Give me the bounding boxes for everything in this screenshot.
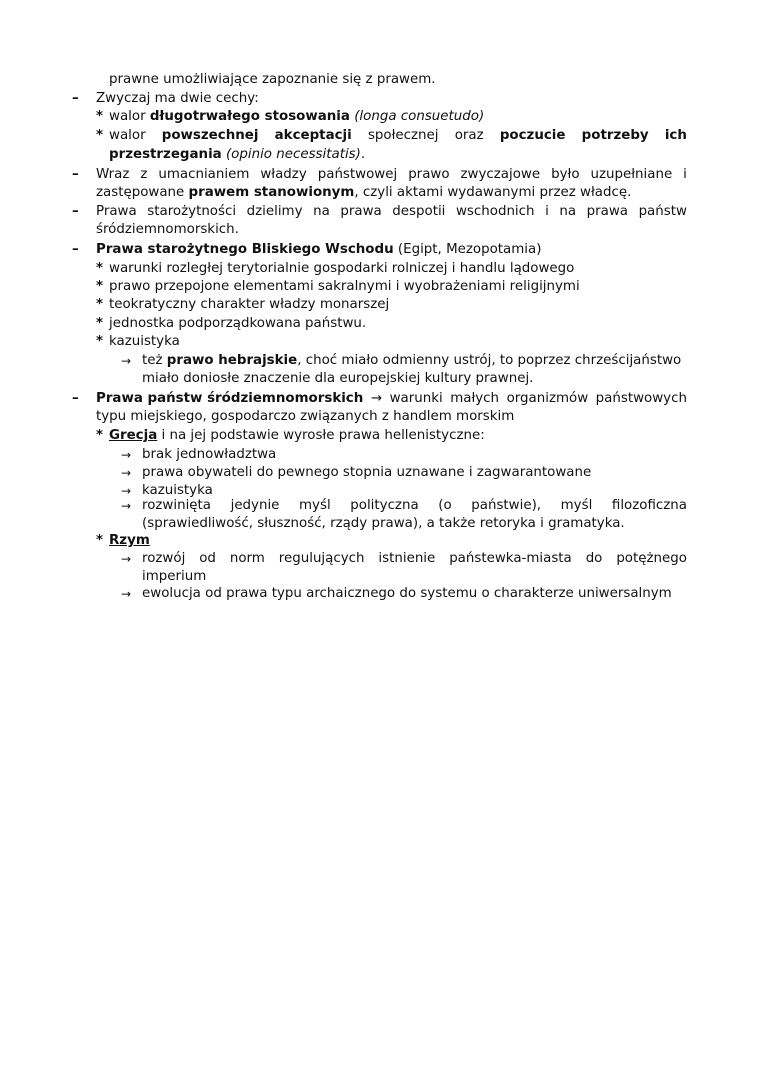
wraz-line2: zastępowane prawem stanowionym, czyli aktami wydawanymi przez władcę.	[96, 185, 632, 200]
zwyczaj-cecha-1: walor długotrwałego stosowania (longa consuetudo)	[109, 109, 485, 124]
arrow-bullet: →	[121, 466, 132, 480]
rzym-heading: Rzym	[109, 533, 150, 548]
star-bullet: *	[96, 297, 104, 312]
arrow-bullet: →	[121, 587, 132, 601]
star-bullet: *	[96, 533, 104, 548]
wraz-line1: Wraz z umacnianiem władzy państwowej prawo zwyczajowe było uzupełniane i	[96, 167, 687, 182]
star-bullet: *	[96, 128, 104, 143]
rzym-item-2: ewolucja od prawa typu archaicznego do systemu o charakterze uniwersalnym	[142, 586, 672, 601]
list-item: brak jednowładztwa	[142, 447, 277, 462]
dash-bullet: –	[72, 91, 79, 106]
grecja-heading: Grecja i na jej podstawie wyrosłe prawa hellenistyczne:	[109, 428, 485, 443]
hebrajskie-line2: miało doniosłe znaczenie dla europejskiej kultury prawnej.	[142, 371, 534, 386]
arrow-bullet: →	[121, 448, 132, 462]
starozytnosc-line2: śródziemnomorskich.	[96, 222, 239, 237]
starozytnosc-line1: Prawa starożytności dzielimy na prawa despotii wschodnich i na prawa państw	[96, 204, 687, 219]
list-item: prawo przepojone elementami sakralnymi i wyobrażeniami religijnymi	[109, 279, 580, 294]
arrow-bullet: →	[121, 499, 132, 513]
list-item: kazuistyka	[109, 334, 180, 349]
list-item: warunki rozległej terytorialnie gospodarki rolniczej i handlu lądowego	[109, 261, 575, 276]
star-bullet: *	[96, 428, 104, 443]
list-item: prawa obywateli do pewnego stopnia uznawane i zagwarantowane	[142, 465, 592, 480]
dash-bullet: –	[72, 167, 79, 182]
arrow-bullet: →	[121, 354, 132, 368]
rzym-item-1-line2: imperium	[142, 569, 207, 584]
bliski-wschod-heading: Prawa starożytnego Bliskiego Wschodu (Egipt, Mezopotamia)	[96, 242, 542, 257]
paragraph-line: prawne umożliwiające zapoznanie się z prawem.	[109, 72, 436, 87]
list-item: jednostka podporządkowana państwu.	[109, 316, 367, 331]
star-bullet: *	[96, 261, 104, 276]
srodziemnomorskie-line1: Prawa państw śródziemnomorskich → warunki małych organizmów państwowych	[96, 391, 687, 406]
star-bullet: *	[96, 109, 104, 124]
dash-bullet: –	[72, 242, 79, 257]
grecja-myśl-line2: (sprawiedliwość, słuszność, rządy prawa), a także retoryka i gramatyka.	[142, 516, 625, 531]
arrow-bullet: →	[121, 552, 132, 566]
star-bullet: *	[96, 316, 104, 331]
star-bullet: *	[96, 279, 104, 294]
hebrajskie-line1: też prawo hebrajskie, choć miało odmienny ustrój, to poprzez chrześcijaństwo	[142, 353, 682, 368]
arrow-bullet: →	[121, 484, 132, 498]
star-bullet: *	[96, 334, 104, 349]
zwyczaj-intro: Zwyczaj ma dwie cechy:	[96, 91, 259, 106]
dash-bullet: –	[72, 204, 79, 219]
zwyczaj-cecha-2-line2: przestrzegania (opinio necessitatis).	[109, 147, 366, 162]
grecja-myśl-line1: rozwinięta jedynie myśl polityczna (o państwie), myśl filozoficzna	[142, 498, 687, 513]
list-item: kazuistyka	[142, 483, 213, 498]
srodziemnomorskie-line2: typu miejskiego, gospodarczo związanych z handlem morskim	[96, 409, 515, 424]
dash-bullet: –	[72, 391, 79, 406]
rzym-item-1-line1: rozwój od norm regulujących istnienie państewka-miasta do potężnego	[142, 551, 687, 566]
zwyczaj-cecha-2-line1: walor powszechnej akceptacji społecznej oraz poczucie potrzeby ich	[109, 128, 687, 143]
list-item: teokratyczny charakter władzy monarszej	[109, 297, 390, 312]
